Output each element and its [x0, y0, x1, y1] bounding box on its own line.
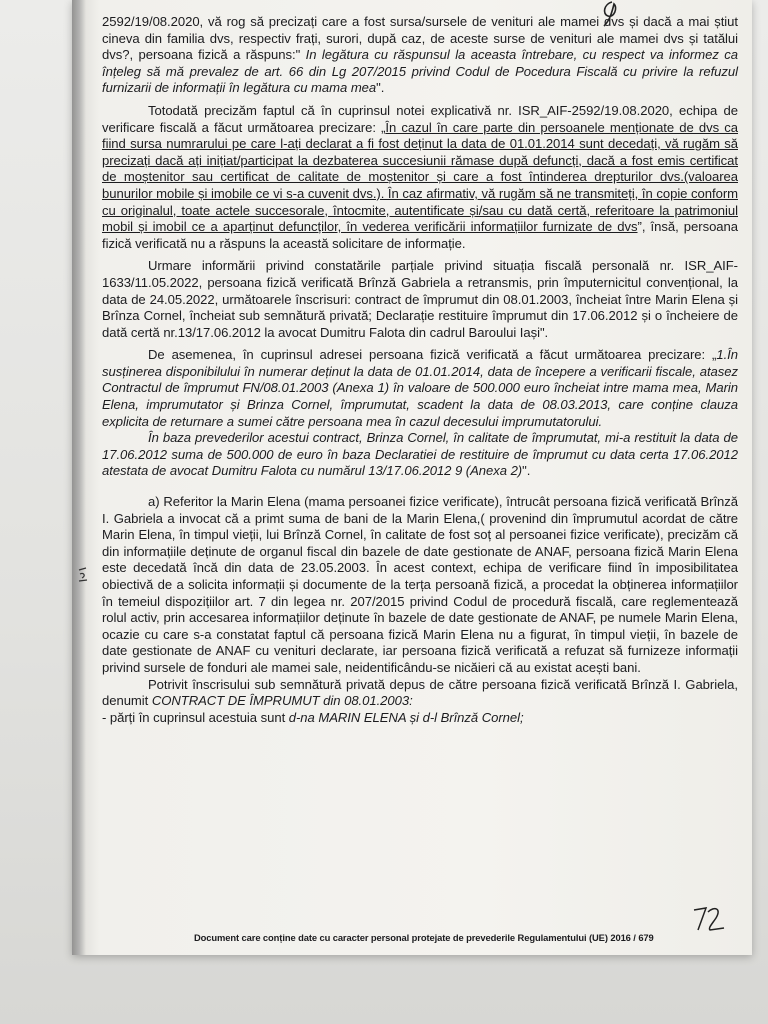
- handwritten-mark-icon: [598, 0, 628, 28]
- page-footer: Document care conține date cu caracter personal protejate de prevederile Regulamentului (UE) 2016 / 679: [194, 932, 654, 943]
- paragraph-1: 2592/19/08.2020, vă rog să precizați care a fost sursa/sursele de venituri ale mamei dvs și dacă a mai știut cineva din familia dvs, respectiv frați, surori, după caz, de aceste surse de venituri ale mamei dvs și tatălui dvs?, persoana fizică a răspuns:" In legătura cu răspunsul la aceasta întrebare, cu respect va informez ca înțeleg să mă prevalez de art. 66 din Lg 207/2015 privind Codul de Pocedura Fiscală cu privire la refuzul furnizarii de informații în legătura cu mama mea".: [102, 14, 738, 96]
- paragraph-7: Potrivit înscrisului sub semnătură privată depus de către persoana fizică verificată Brînză I. Gabriela, denumit CONTRACT DE ÎMPRUMUT din 08.01.2003:: [102, 676, 738, 709]
- document-body: [102, 14, 738, 726]
- handwritten-page-number-icon: [690, 904, 730, 934]
- paragraph-8: - părți în cuprinsul acestuia sunt d-na MARIN ELENA și d-l Brînză Cornel;: [102, 709, 524, 725]
- margin-mark-icon: [76, 566, 90, 584]
- paragraph-4: De asemenea, în cuprinsul adresei persoana fizică verificată a făcut următoarea precizare: „1.În susținerea disponibilului în numerar deținut la data de 01.01.2014, data de începere a verificarii fiscale, atasez Contractul de împrumut FN/08.01.2003 (Anexa 1) în valoare de 500.000 euro încheiat intre mama mea, Marin Elena, imprumutator și Brinza Cornel, împrumutat, scadent la data de 08.03.2013, care conține clauza explicita de returnare a sumei către persoana mea în cazul decesului imprumutatorului.: [102, 347, 738, 429]
- paragraph-6: a) Referitor la Marin Elena (mama persoanei fizice verificate), întrucât persoana fizică verificată Brînză I. Gabriela a invocat că a primt suma de bani de la Marin Elena,( provenind din împrumutul acordat de către Marin Elena, în timpul vieții, lui Brînză Cornel, în calitate de fost soț al persoanei fizice verificate), precizăm că din informațiile deținute de organul fiscal din bazele de date gestionate de ANAF, persoana fizică Marin Elena este decedată încă din data de 23.05.2003. În acest context, echipa de verificare fiind în imposibilitatea obiectivă de a solicita informații și documente de la terța persoană fizică, a procedat la obținerea informațiilor în temeiul dispozițiilor art. 7 din legea nr. 207/2015 privind Codul de procedură fiscală, care reglementează rolul activ, prin accesarea informațiilor deținute în bazele de date gestionate de ANAF, pe numele Marin Elena, ocazie cu care s-a constatat faptul că persoana fizică Marin Elena nu a figurat, în timpul vieții, în bazele de date gestionate de ANAF cu venituri declarate, iar persoana fizică verificată a refuzat să furnizeze informații privind sursele de fonduri ale mamei sale, neidentificându-se nicăieri că au existat acești bani.: [102, 494, 738, 675]
- document-page: [72, 0, 752, 955]
- paragraph-2: Totodată precizăm faptul că în cuprinsul notei explicativă nr. ISR_AIF-2592/19.08.2020, echipa de verificare fiscală a făcut următoarea precizare: „În cazul în care parte din persoanele menționate de dvs ca fiind sursa numrarului pe care l-ați declarat a fi fost deținut la data de 01.01.2014 sunt decedați, vă rugăm să precizați dacă ați inițiat/participat la dezbaterea succesiunii rămase după defuncți, dacă a fost emis certificat de moștenitor sau certificat de calitate de moștenitor și care a fost întinderea drepturilor dvs.(valoarea bunurilor mobile și imobile ce vi s-a cuvenit dvs.). În caz afirmativ, vă rugăm să ne transmiteți, în copie conform cu originalul, toate actele succesorale, întocmite, autentificate și/sau cu dată certă, referitoare la patrimoniul mobil și imobil ce a aparținut defuncților, în vederea verificării informațiilor furnizate de dvs”, însă, persoana fizică verificată nu a răspuns la această solicitare de informație.: [102, 102, 739, 251]
- paragraph-5: În baza prevederilor acestui contract, Brinza Cornel, în calitate de împrumutat, mi-a restituit la data de 17.06.2012 suma de 500.000 de euro în baza Declaratiei de restituire de împrumut cu data certa 17.06.2012 atestata de avocat Dumitru Falota cu numărul 13/17.06.2012 9 (Anexa 2)".: [102, 430, 738, 479]
- paragraph-3: Urmare informării privind constatările parțiale privind situația fiscală personală nr. ISR_AIF-1633/11.05.2022, persoana fizică verificată Brînză Gabriela a retransmis, prin împuternicitul convențional, la data de 24.05.2022, următoarele înscrisuri: contract de împrumut din 08.01.2003, încheiat între Marin Elena și Brînza Cornel, încheiat sub semnătură privată; Declarație restituire împrumut din 17.06.2012 și o încheiere de dată certă nr.13/17.06.2012 la avocat Dumitru Falota din cadrul Baroului Iași".: [102, 258, 738, 340]
